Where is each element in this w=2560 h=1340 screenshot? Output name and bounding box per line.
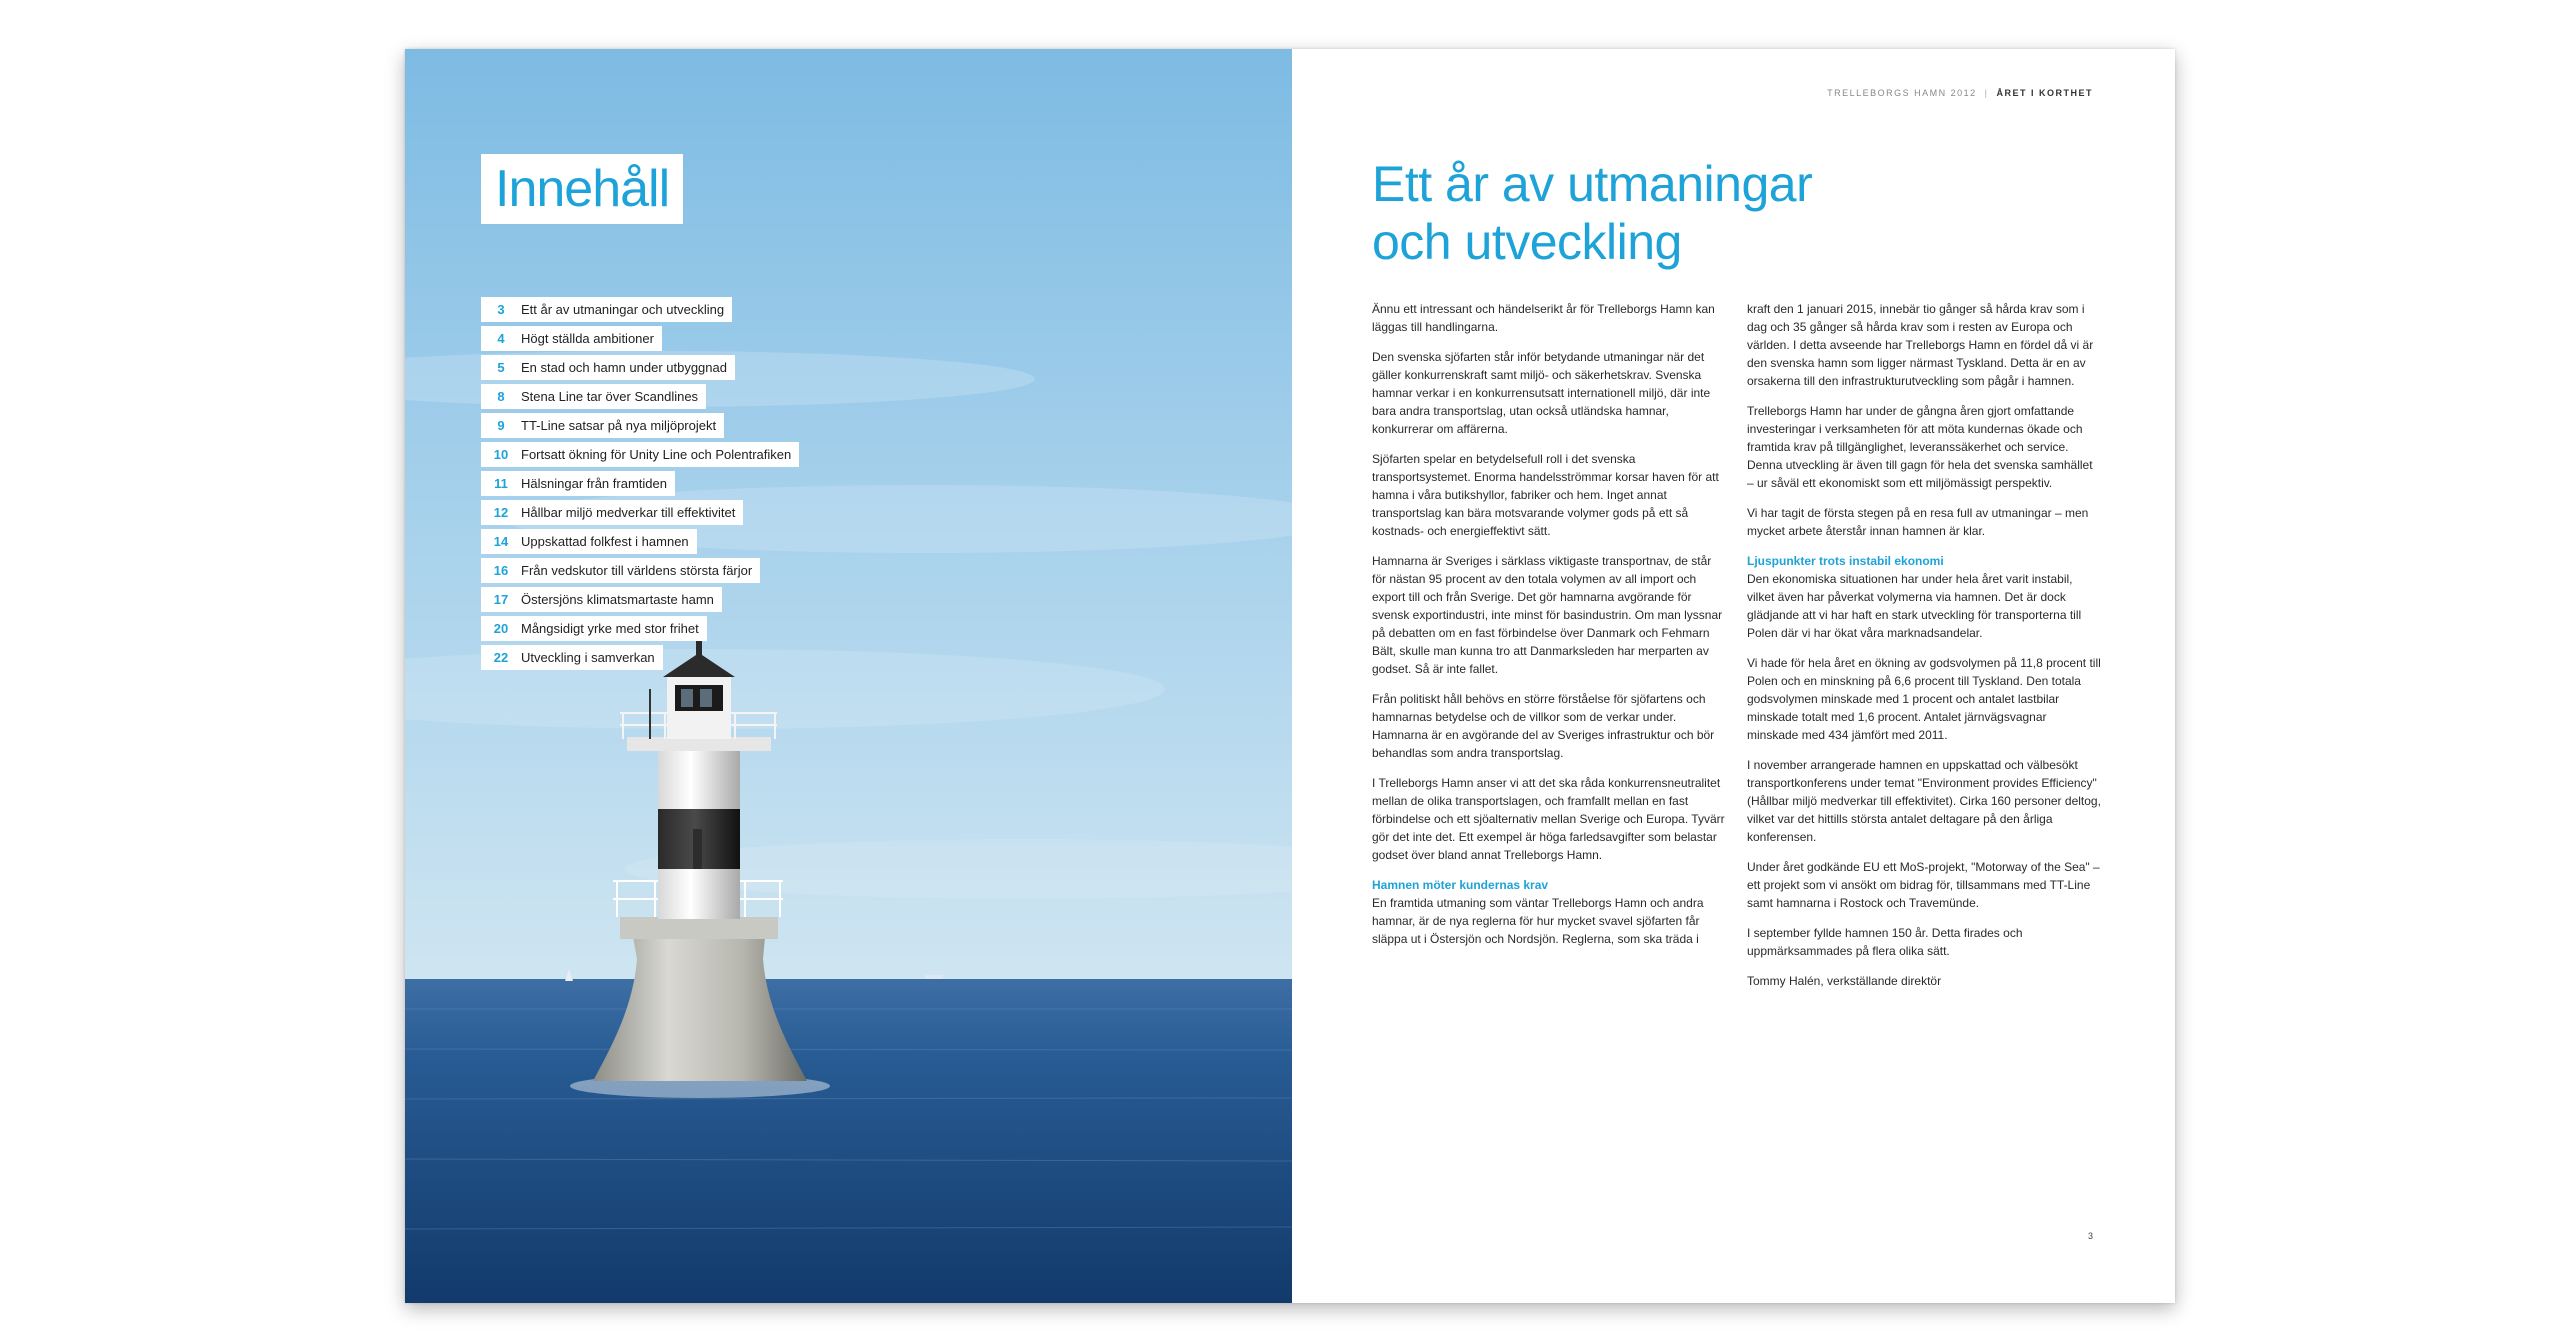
toc-label: Östersjöns klimatsmartaste hamn [521,592,714,607]
page-number: 3 [2087,1231,2093,1241]
toc-page-number: 12 [493,505,509,520]
paragraph: Vi har tagit de första stegen på en resa full av utmaningar – men mycket arbete återstår innan hamnen är klar. [1747,506,2089,538]
toc-title: Innehåll [481,154,683,224]
headline-line-2: och utveckling [1372,214,1682,270]
toc-page-number: 16 [493,563,509,578]
toc-page-number: 9 [497,418,505,433]
paragraph: Vi hade för hela året en ökning av godsvolymen på 11,8 procent till Polen och en minskning på 6,6 procent till Tyskland. Den totala godsvolymen minskade med 1 procent och antalet lastbilar minskade totalt med 1,6 procent. Antalet järnvägsvagnar minskade med 434 jämfört med 2011. [1747,656,2101,742]
toc-label: Fortsatt ökning för Unity Line och Polentrafiken [521,447,792,462]
toc-label: Högt ställda ambitioner [521,331,654,346]
toc-page-number: 8 [497,389,505,404]
toc-item[interactable] [481,326,799,351]
toc-page-number: 3 [497,302,505,317]
toc-page-number: 10 [493,447,509,462]
signature: Tommy Halén, verkställande direktör [1747,974,1942,988]
toc-item[interactable] [481,616,799,641]
paragraph: I Trelleborgs Hamn anser vi att det ska råda konkurrensneutralitet mellan de olika transportslagen, och framfallt mellan en fast förbindelse och ett sjöalternativ mellan Sverige och Europa. Tyvärr gör det inte det. Ett exempel är höga farledsavgifter som belastar godset över bland annat Trelleborgs Hamn. [1372,776,1725,862]
article-headline [1372,155,1992,271]
right-page [1292,49,2175,1303]
toc-page-number: 14 [493,534,509,549]
toc-label: Hållbar miljö medverkar till effektivitet [521,505,736,520]
toc-label: Stena Line tar över Scandlines [521,389,699,404]
subheading: Ljuspunkter trots instabil ekonomi [1747,554,1944,568]
text-column-2 [1747,300,2101,1002]
toc-label: Uppskattad folkfest i hamnen [521,534,689,549]
toc-item[interactable] [481,413,799,438]
toc-page-number: 11 [494,476,508,491]
toc-label: Mångsidigt yrke med stor frihet [521,621,699,636]
paragraph: Sjöfarten spelar en betydelsefull roll i det svenska transportsystemet. Enorma handelsströmmar korsar haven för att hamna i våra butikshyllor, fabriker och hem. Inget annat transportslag kan bära motsvarande volymer gods på ett så kostnads- och energieffektivt sätt. [1372,452,1719,538]
toc-page-number: 17 [493,592,509,607]
paragraph: Under året godkände EU ett MoS-projekt, "Motorway of the Sea" – ett projekt som vi ansökt om bidrag för, tillsammans med TT-Line samt hamnarna i Rostock och Travemünde. [1747,860,2100,910]
publication-name: TRELLEBORGS HAMN 2012 [1827,88,1977,98]
toc-page-number: 22 [493,650,509,665]
toc-page-number: 4 [497,331,505,346]
paragraph: Hamnarna är Sveriges i särklass viktigaste transportnav, de står för nästan 95 procent av den totala volymen av all import och export till och från Sverige. Det gör hamnarna avgörande för svensk exportindustri, inte minst för basindustrin. Om man lyssnar på debatten om en fast förbindelse över Danmark och Fehmarn Bält, skulle man kunna tro att Danmarksleden har merparten av godset. Så är inte fallet. [1372,554,1723,676]
toc-list [481,297,799,674]
paragraph: Den ekonomiska situationen har under hela året varit instabil, vilket även har påverkat volymerna via hamnen. Det är dock glädjande att vi har haft en stark utveckling för transporterna till Polen där vi har ökat våra marknadsandelar. [1747,572,2082,640]
toc-item[interactable] [481,297,799,322]
toc-item[interactable] [481,587,799,612]
brochure-spread [405,49,2175,1303]
toc-item[interactable] [481,442,799,467]
toc-item[interactable] [481,558,799,583]
paragraph: Ännu ett intressant och händelserikt år för Trelleborgs Hamn kan läggas till handlingarna. [1372,302,1715,334]
lighthouse-photo [405,49,1292,1303]
toc-label: Utveckling i samverkan [521,650,655,665]
paragraph: Från politiskt håll behövs en större förståelse för sjöfartens och hamnarnas betydelse och de villkor som de verkar under. Hamnarna är en avgörande del av Sveriges infrastruktur och bör behandlas som andra transportslag. [1372,692,1715,760]
toc-label: Ett år av utmaningar och utveckling [521,302,725,317]
left-page [405,49,1292,1303]
running-head-separator: | [1984,88,1989,98]
paragraph: I september fyllde hamnen 150 år. Detta firades och uppmärksammades på flera olika sätt. [1747,926,2023,958]
toc-page-number: 20 [493,621,509,636]
toc-item[interactable] [481,529,799,554]
paragraph: I november arrangerade hamnen en uppskattad och välbesökt transportkonferens under temat "Environment provides Efficiency" (Hållbar miljö medverkar till effektivitet). Cirka 160 personer deltog, vilket var det hittills största antalet deltagare på den årliga konferensen. [1747,758,2101,844]
text-column-1 [1372,300,1726,960]
subheading: Hamnen möter kundernas krav [1372,878,1549,892]
toc-label: En stad och hamn under utbyggnad [521,360,727,375]
paragraph: Den svenska sjöfarten står inför betydande utmaningar när det gäller konkurrenskraft samt miljö- och säkerhetskrav. Svenska hamnar verkar i en konkurrensutsatt internationell miljö, där inte bara andra transportslag, utan också utländska hamnar, konkurrerar om affärerna. [1372,350,1711,436]
paragraph: kraft den 1 januari 2015, innebär tio gånger så hårda krav som i dag och 35 gånger så hårda krav som i resten av Europa och världen. I detta avseende har Trelleborgs Hamn en fördel då vi är den svenska hamn som ligger närmast Tyskland. Detta är en av orsakerna till den infrastrukturutveckling som pågår i hamnen. [1747,302,2094,388]
toc-item[interactable] [481,645,799,670]
toc-item[interactable] [481,384,799,409]
toc-item[interactable] [481,471,799,496]
toc-page-number: 5 [497,360,505,375]
paragraph: En framtida utmaning som väntar Trelleborgs Hamn och andra hamnar, är de nya reglerna för hur mycket svavel sjöfarten får släppa ut i Östersjön och Nordsjön. Reglerna, som ska träda i [1372,896,1704,946]
toc-label: Från vedskutor till världens största färjor [521,563,753,578]
headline-line-1: Ett år av utmaningar [1372,156,1813,212]
toc-item[interactable] [481,355,799,380]
toc-label: TT-Line satsar på nya miljöprojekt [521,418,717,433]
toc-item[interactable] [481,500,799,525]
running-head [1827,88,2093,98]
toc-label: Hälsningar från framtiden [521,476,667,491]
paragraph: Trelleborgs Hamn har under de gångna åren gjort omfattande investeringar i verksamheten för att möta kundernas ökade och framtida krav på tillgänglighet, leveranssäkerhet och service. Denna utveckling är även till gagn för hela det svenska samhället – ur såväl ett ekonomiskt som ett miljömässigt perspektiv. [1747,404,2093,490]
section-name: ÅRET I KORTHET [1996,88,2093,98]
